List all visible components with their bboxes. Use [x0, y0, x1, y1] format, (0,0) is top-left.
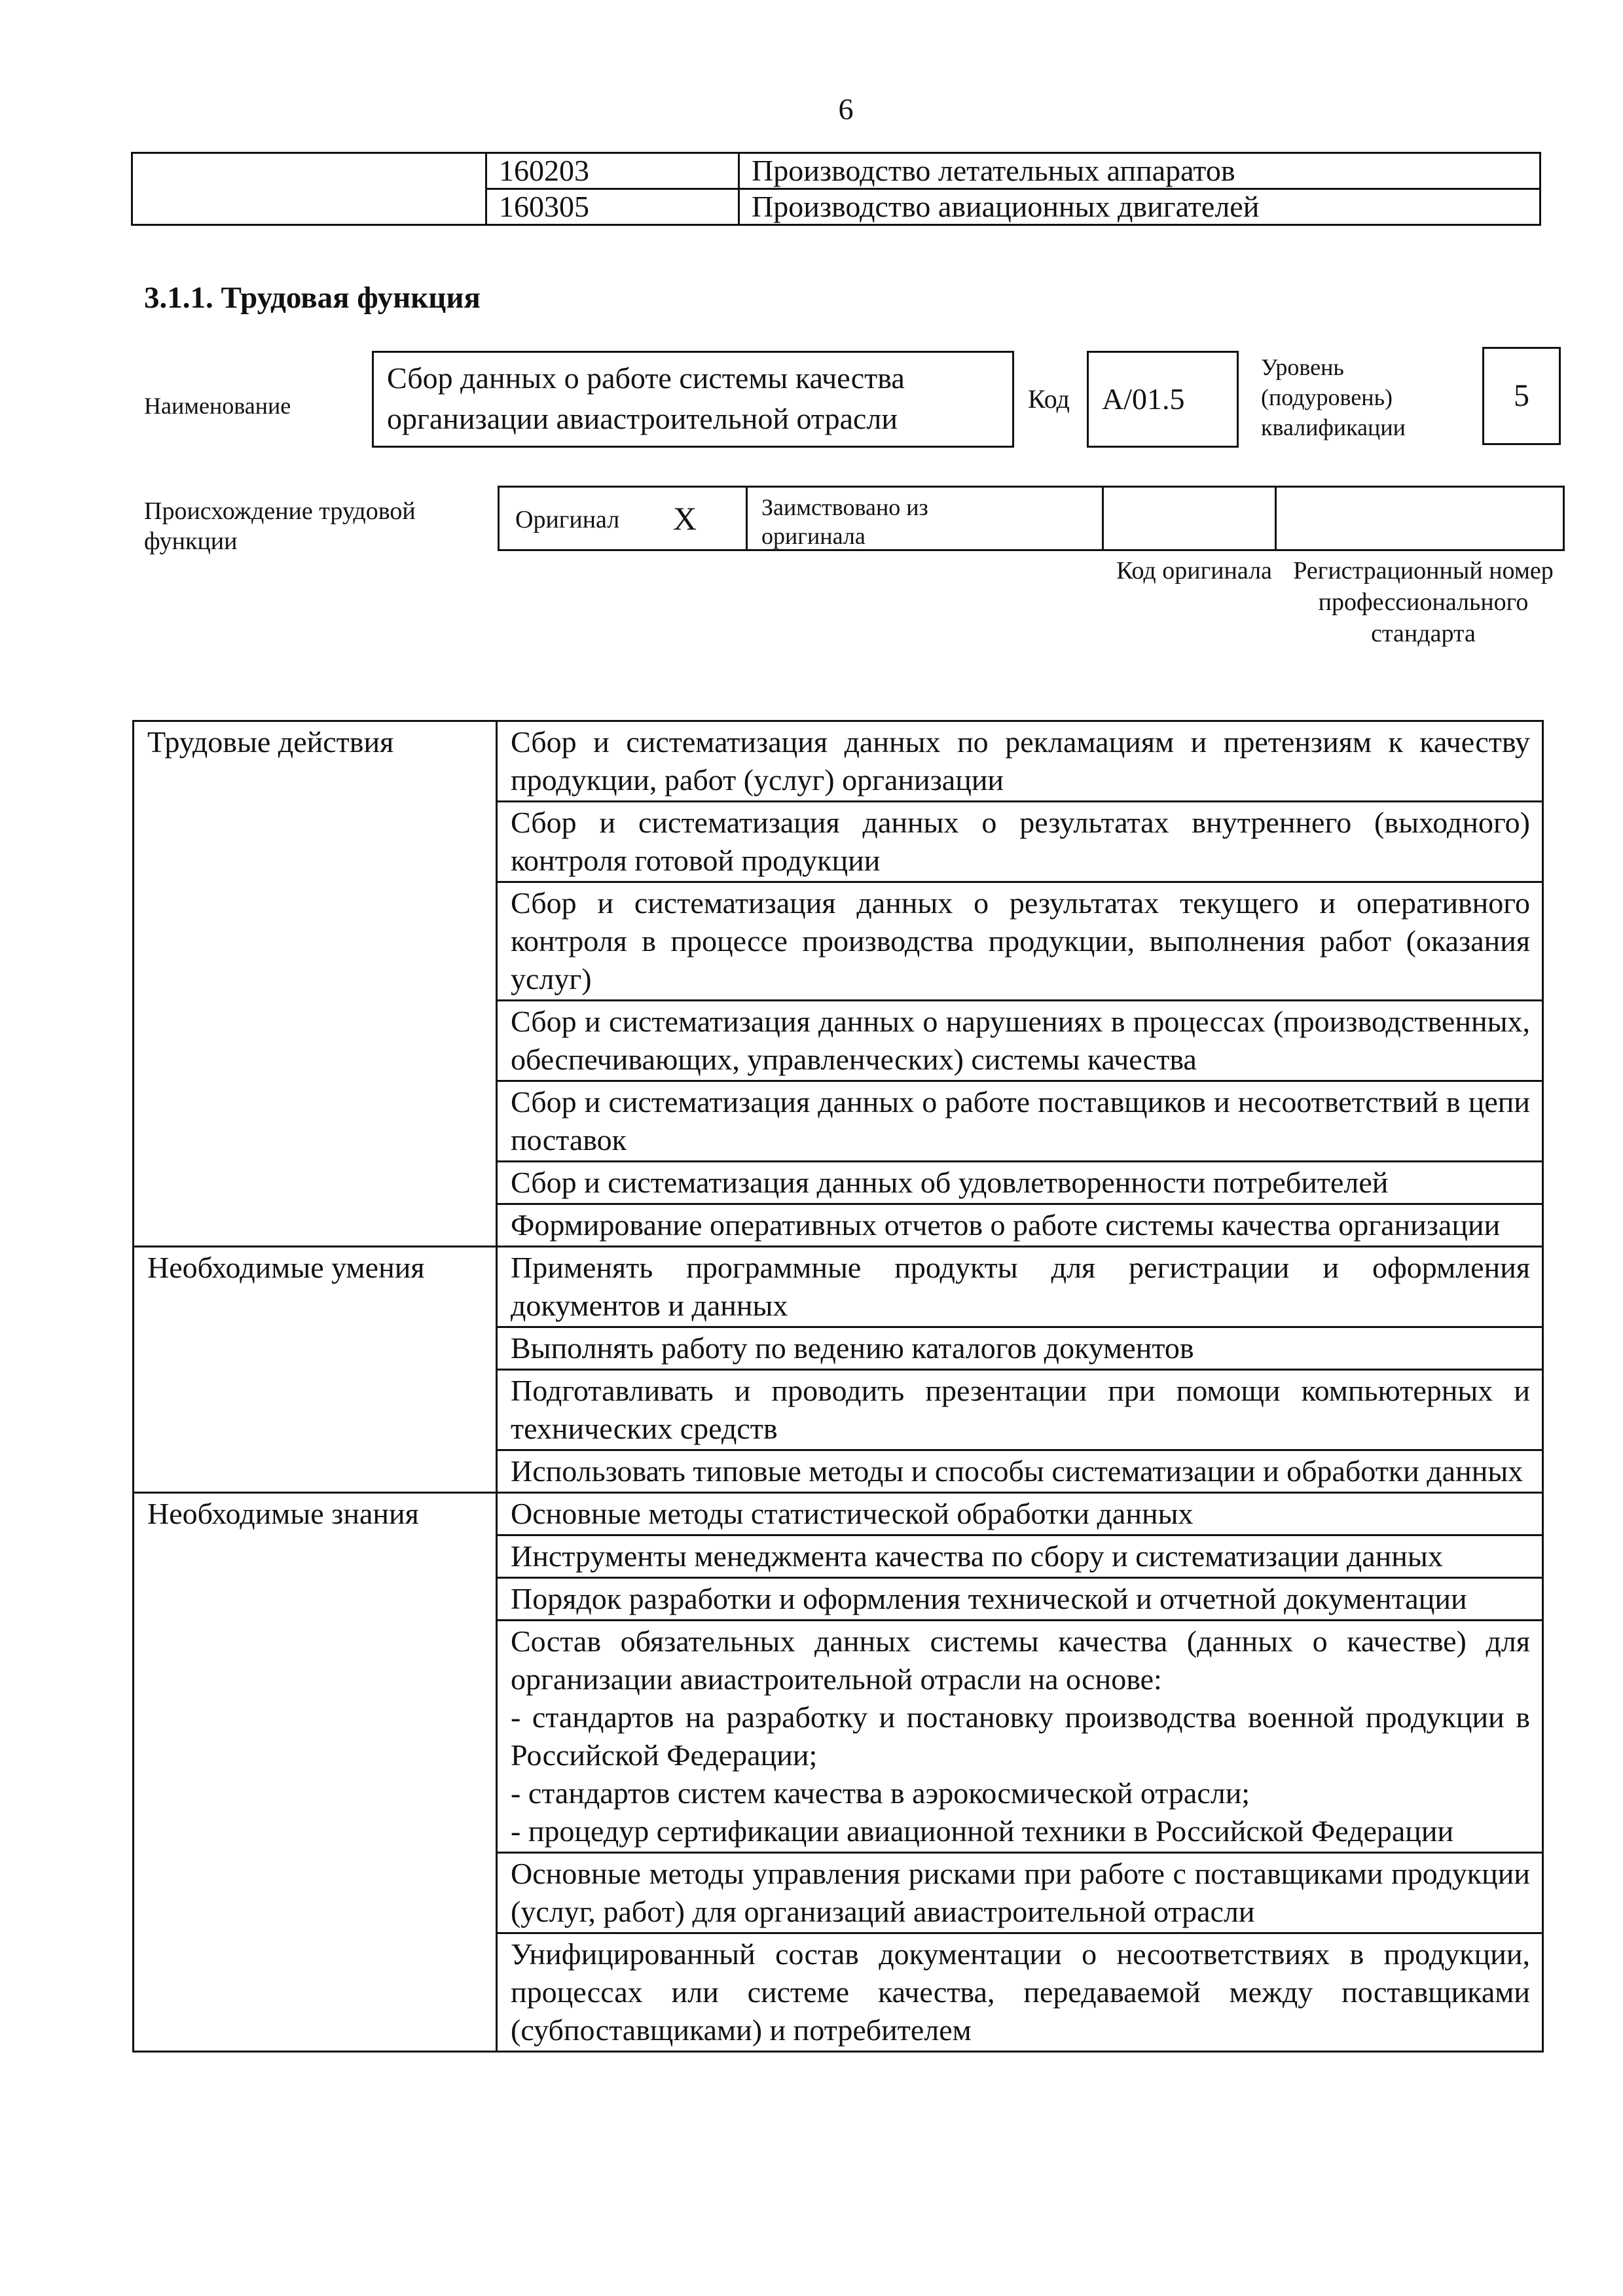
name-label: Наименование	[144, 393, 291, 419]
code-label: Код	[1028, 384, 1070, 414]
list-item: Основные методы статистической обработки данных	[497, 1493, 1543, 1535]
page-number: 6	[838, 92, 854, 126]
section-title-skills: Необходимые умения	[134, 1247, 497, 1493]
original-mark: X	[673, 500, 697, 537]
table-row	[134, 1493, 1543, 1535]
cell-divider	[1102, 486, 1104, 551]
list-item: Сбор и систематизация данных о результатах текущего и оперативного контроля в процессе производства продукции, выполнения работ (оказания услуг)	[497, 882, 1543, 1001]
table-row	[132, 153, 1541, 189]
list-item: Сбор и систематизация данных по рекламациям и претензиям к качеству продукции, работ (услуг) организации	[497, 721, 1543, 802]
section-title: 3.1.1. Трудовая функция	[144, 281, 481, 315]
table-row	[134, 721, 1543, 802]
list-item: Инструменты менеджмента качества по сбору и систематизации данных	[497, 1535, 1543, 1578]
occupation-codes-table	[131, 152, 1541, 226]
list-item: Основные методы управления рисками при работе с поставщиками продукции (услуг, работ) для организаций авиастроительной отрасли	[497, 1853, 1543, 1933]
okso-code: 160203	[486, 153, 739, 189]
list-item: Использовать типовые методы и способы систематизации и обработки данных	[497, 1450, 1543, 1493]
list-item: Состав обязательных данных системы качества (данных о качестве) для организации авиастроительной отрасли на основе: - стандартов на разработку и постановку производства военной продукции в Российской Федерации; - стандартов систем качества в аэрокосмической отрасли; - процедур сертификации авиационной техники в Российской Федерации	[497, 1621, 1543, 1853]
function-name-value: Сбор данных о работе системы качества организации авиастроительной отрасли	[372, 351, 1014, 448]
okso-name: Производство летательных аппаратов	[739, 153, 1541, 189]
list-item: Сбор и систематизация данных о результатах внутреннего (выходного) контроля готовой продукции	[497, 802, 1543, 882]
reg-number-caption: Регистрационный номер профессионального стандарта	[1293, 557, 1554, 647]
list-item: Сбор и систематизация данных об удовлетворенности потребителей	[497, 1162, 1543, 1204]
section-title-knowledge: Необходимые знания	[134, 1493, 497, 2052]
list-item: Унифицированный состав документации о несоответствиях в продукции, процессах или системе качества, передаваемой между поставщиками (субпоставщиками) и потребителем	[497, 1933, 1543, 2052]
list-item: Выполнять работу по ведению каталогов документов	[497, 1327, 1543, 1370]
list-item: Формирование оперативных отчетов о работе системы качества организации	[497, 1204, 1543, 1247]
origin-table	[498, 486, 1565, 551]
code-original-caption: Код оригинала	[1116, 557, 1272, 584]
list-item: Применять программные продукты для регистрации и оформления документов и данных	[497, 1247, 1543, 1327]
level-label: Уровень (подуровень) квалификации	[1261, 354, 1406, 440]
origin-label: Происхождение трудовой функции	[144, 497, 416, 555]
list-item: Сбор и систематизация данных о работе поставщиков и несоответствий в цепи поставок	[497, 1081, 1543, 1162]
original-label: Оригинал	[515, 506, 620, 533]
list-item: Порядок разработки и оформления технической и отчетной документации	[497, 1578, 1543, 1621]
empty-cell	[132, 153, 486, 225]
section-title-labor-actions: Трудовые действия	[134, 721, 497, 1247]
function-details-table	[132, 720, 1544, 2053]
cell-divider	[1275, 486, 1277, 551]
cell-divider	[746, 486, 748, 551]
function-code-value: A/01.5	[1087, 351, 1239, 448]
table-row	[134, 1247, 1543, 1327]
okso-code: 160305	[486, 189, 739, 225]
level-value: 5	[1482, 347, 1561, 445]
list-item: Подготавливать и проводить презентации при помощи компьютерных и технических средств	[497, 1370, 1543, 1450]
okso-name: Производство авиационных двигателей	[739, 189, 1541, 225]
list-item: Сбор и систематизация данных о нарушениях в процессах (производственных, обеспечивающих, управленческих) системы качества	[497, 1001, 1543, 1081]
borrowed-label: Заимствовано из оригинала	[761, 494, 928, 549]
